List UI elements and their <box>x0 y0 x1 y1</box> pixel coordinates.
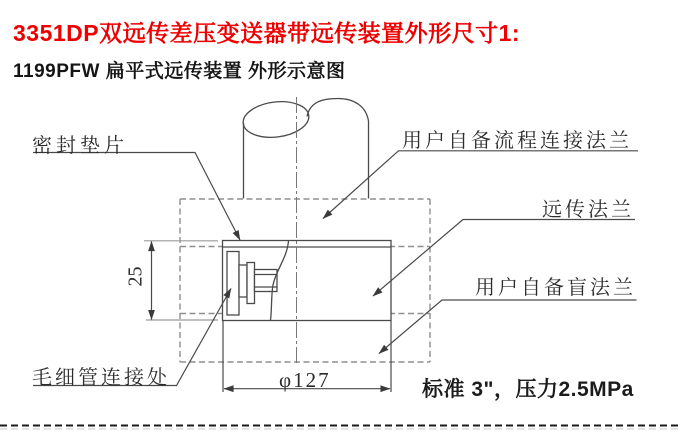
remote-flange-body <box>223 241 392 321</box>
process-pipe <box>241 98 368 198</box>
dimension-25-text: 25 <box>124 266 147 287</box>
page-subtitle: 1199PFW 扁平式远传装置 外形示意图 <box>13 61 346 82</box>
spec-note: 标准 3"，压力2.5MPa <box>422 378 634 401</box>
pipe-break-ellipse <box>241 98 311 141</box>
capillary-block <box>227 252 239 316</box>
page-divider <box>0 426 680 430</box>
process-flange-label: 用户自备流程连接法兰 <box>402 130 632 152</box>
capillary-connection-label: 毛细管连接处 <box>32 367 170 389</box>
leader-blind-flange <box>379 300 637 354</box>
blind-flange-label: 用户自备盲法兰 <box>475 277 636 299</box>
remote-flange-label: 远传法兰 <box>542 199 634 221</box>
page-title: 3351DP双远传差压变送器带远传装置外形尺寸1: <box>13 20 521 46</box>
pipe-break-dome <box>307 99 369 122</box>
leader-seal-gasket <box>33 153 240 241</box>
dimension-25 <box>144 241 218 320</box>
dimension-phi127-text: φ127 <box>279 368 331 392</box>
seal-gasket-label: 密封垫片 <box>32 135 128 157</box>
